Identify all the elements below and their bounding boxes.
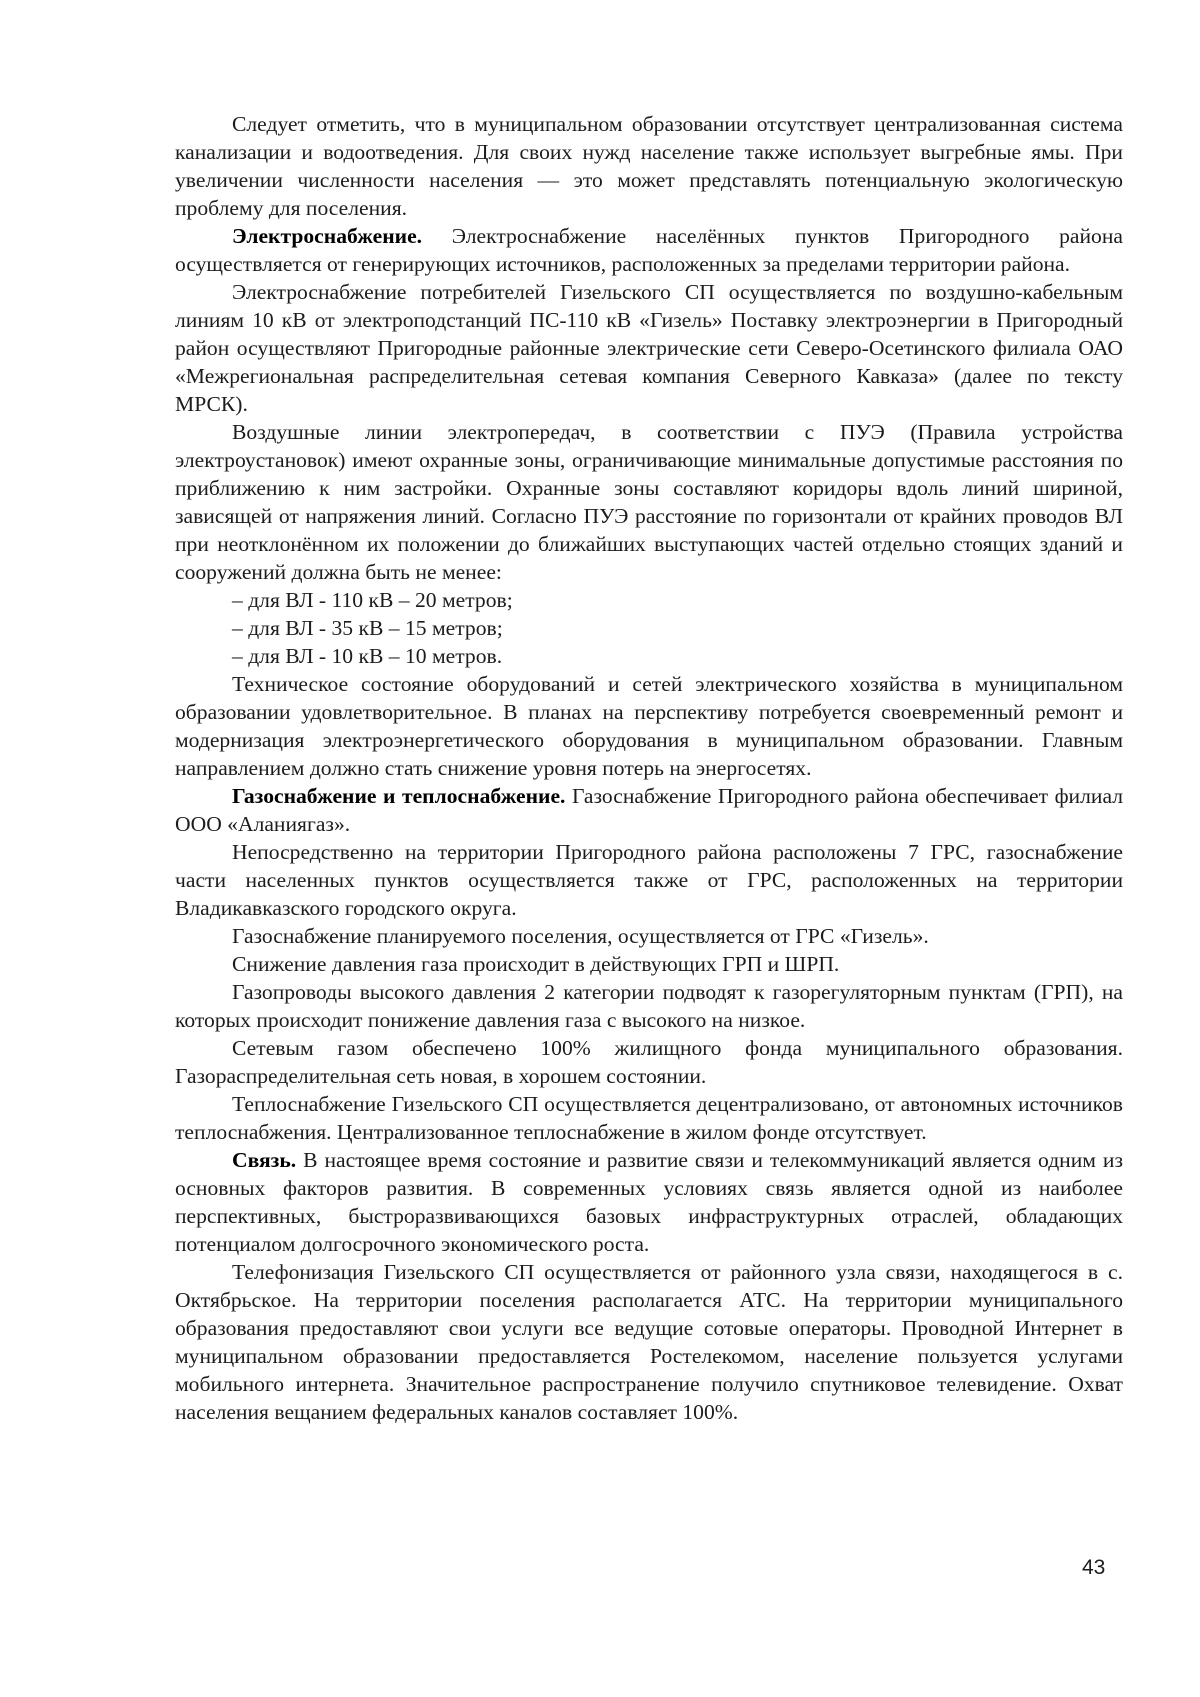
paragraph-gas-intro: [175, 782, 1123, 838]
section-heading-electricity: Электроснабжение.: [232, 224, 423, 248]
paragraph-text: Теплоснабжение Гизельского СП осуществляется децентрализовано, от автономных источников теплоснабжения. Централизованное теплоснабжение в жилом фонде отсутствует.: [175, 1092, 1123, 1144]
paragraph-gas-pipelines: [175, 978, 1123, 1034]
document-body: [175, 110, 1123, 1426]
page-number: 43: [1082, 1556, 1106, 1579]
paragraph-text: Следует отметить, что в муниципальном образовании отсутствует централизованная система канализации и водоотведения. Для своих нужд население также использует выгребные ямы. При увеличении численности населения — это может представлять потенциальную экологическую проблему для поселения.: [175, 112, 1123, 220]
paragraph-text: В настоящее время состояние и развитие связи и телекоммуникаций является одним из основных факторов развития. В современных условиях связь является одной из наиболее перспективных, быстроразвивающихся базовых инфраструктурных отраслей, обладающих потенциалом долгосрочного экономического роста.: [175, 1148, 1123, 1256]
paragraph-gas-supply: [175, 922, 1123, 950]
section-heading-communication: Связь.: [232, 1148, 297, 1172]
paragraph-text: Снижение давления газа происходит в действующих ГРП и ШРП.: [232, 952, 840, 976]
paragraph-text: Непосредственно на территории Пригородного района расположены 7 ГРС, газоснабжение части населенных пунктов осуществляется также от ГРС, расположенных на территории Владикавказского городского округа.: [175, 840, 1123, 920]
paragraph-text: Газоснабжение планируемого поселения, осуществляется от ГРС «Гизель».: [232, 924, 929, 948]
section-heading-gas-heat: Газоснабжение и теплоснабжение.: [232, 784, 566, 808]
paragraph-text: Газоснабжение Пригородного района обеспечивает филиал ООО «Аланиягаз».: [175, 784, 1123, 836]
paragraph-text: Электроснабжение потребителей Гизельского СП осуществляется по воздушно-кабельным линиям 10 кВ от электроподстанций ПС-110 кВ «Гизель» Поставку электроэнергии в Пригородный район осуществляют Пригородные районные электрические сети Северо-Осетинского филиала ОАО «Межрегиональная распределительная сетевая компания Северного Кавказа» (далее по тексту МРСК).: [175, 280, 1123, 416]
paragraph-electricity-consumers: [175, 278, 1123, 418]
paragraph-power-lines: [175, 418, 1123, 586]
paragraph-text: Электроснабжение населённых пунктов Пригородного района осуществляется от генерирующих источников, расположенных за пределами территории района.: [175, 224, 1123, 276]
list-item-10kv: [175, 642, 1123, 670]
paragraph-telephony: [175, 1258, 1123, 1426]
paragraph-sewage: [175, 110, 1123, 222]
list-item-110kv: [175, 586, 1123, 614]
list-item-text: – для ВЛ - 35 кВ – 15 метров;: [232, 616, 503, 640]
paragraph-text: Сетевым газом обеспечено 100% жилищного фонда муниципального образования. Газораспределительная сеть новая, в хорошем состоянии.: [175, 1036, 1123, 1088]
list-item-35kv: [175, 614, 1123, 642]
paragraph-text: Техническое состояние оборудований и сетей электрического хозяйства в муниципальном образовании удовлетворительное. В планах на перспективу потребуется своевременный ремонт и модернизация электроэнергетического оборудования в муниципальном образовании. Главным направлением должно стать снижение уровня потерь на энергосетях.: [175, 672, 1123, 780]
paragraph-text: Газопроводы высокого давления 2 категории подводят к газорегуляторным пунктам (ГРП), на которых происходит понижение давления газа с высокого на низкое.: [175, 980, 1123, 1032]
paragraph-text: Воздушные линии электропередач, в соответствии с ПУЭ (Правила устройства электроустановок) имеют охранные зоны, ограничивающие минимальные допустимые расстояния по приближению к ним застройки. Охранные зоны составляют коридоры вдоль линий шириной, зависящей от напряжения линий. Согласно ПУЭ расстояние по горизонтали от крайних проводов ВЛ при неотклонённом их положении до ближайших выступающих частей отдельно стоящих зданий и сооружений должна быть не менее:: [175, 420, 1123, 584]
paragraph-electricity-intro: [175, 222, 1123, 278]
paragraph-text: Телефонизация Гизельского СП осуществляется от районного узла связи, находящегося в с. Октябрьское. На территории поселения располагается АТС. На территории муниципального образования предоставляют свои услуги все ведущие сотовые операторы. Проводной Интернет в муниципальном образовании предоставляется Ростелекомом, население пользуется услугами мобильного интернета. Значительное распространение получило спутниковое телевидение. Охват населения вещанием федеральных каналов составляет 100%.: [175, 1260, 1123, 1424]
paragraph-heat-supply: [175, 1090, 1123, 1146]
paragraph-network-gas: [175, 1034, 1123, 1090]
paragraph-technical-state: [175, 670, 1123, 782]
paragraph-communication-intro: [175, 1146, 1123, 1258]
list-item-text: – для ВЛ - 110 кВ – 20 метров;: [232, 588, 513, 612]
paragraph-pressure: [175, 950, 1123, 978]
list-item-text: – для ВЛ - 10 кВ – 10 метров.: [232, 644, 503, 668]
paragraph-grs: [175, 838, 1123, 922]
